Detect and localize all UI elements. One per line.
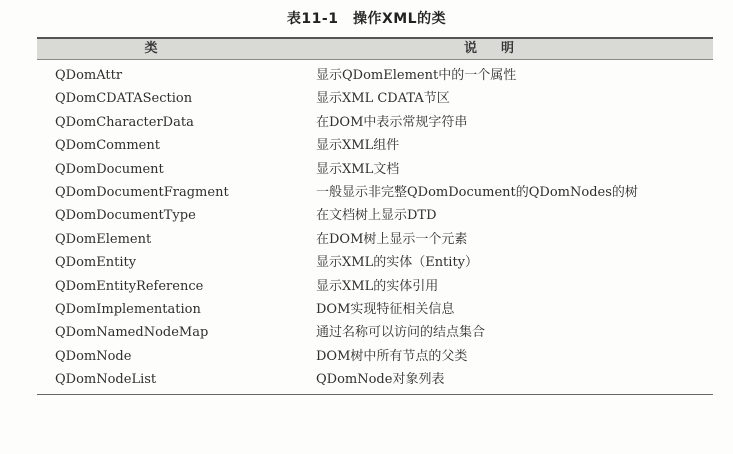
table-row bbox=[37, 251, 713, 274]
class-name-cell: QDomEntityReference bbox=[55, 278, 204, 294]
description-cell: 显示XML CDATA节区 bbox=[316, 91, 450, 107]
description-cell: 通过名称可以访问的结点集合 bbox=[316, 325, 486, 341]
description-cell: 显示XML组件 bbox=[316, 138, 400, 154]
table-row bbox=[37, 368, 713, 391]
table-row bbox=[37, 64, 713, 87]
table-row bbox=[37, 298, 713, 321]
table-row bbox=[37, 134, 713, 157]
class-name-cell: QDomAttr bbox=[55, 68, 123, 83]
description-cell: DOM实现特征相关信息 bbox=[316, 301, 455, 317]
table-row bbox=[37, 158, 713, 181]
table-body bbox=[37, 60, 713, 391]
table-row bbox=[37, 275, 713, 298]
table-caption: 表11-1 操作XML的类 bbox=[286, 11, 447, 27]
table-header bbox=[37, 39, 713, 60]
header-description: 说明 bbox=[463, 41, 538, 56]
description-cell: 一般显示非完整QDomDocument的QDomNodes的树 bbox=[316, 184, 638, 200]
class-name-cell: QDomImplementation bbox=[55, 301, 201, 317]
header-class: 类 bbox=[144, 41, 158, 56]
description-cell: 显示QDomElement中的一个属性 bbox=[316, 68, 517, 83]
table-row bbox=[37, 87, 713, 110]
class-name-cell: QDomNamedNodeMap bbox=[55, 325, 209, 341]
description-cell: 在DOM中表示常规字符串 bbox=[316, 114, 468, 130]
class-name-cell: QDomElement bbox=[55, 231, 152, 247]
description-cell: 在文档树上显示DTD bbox=[316, 208, 437, 224]
class-name-cell: QDomComment bbox=[55, 138, 160, 154]
description-cell: 在DOM树上显示一个元素 bbox=[316, 231, 468, 247]
table-row bbox=[37, 111, 713, 134]
class-name-cell: QDomNodeList bbox=[55, 372, 157, 388]
table-row bbox=[37, 204, 713, 227]
description-cell: 显示XML的实体引用 bbox=[316, 278, 439, 294]
xml-classes-table bbox=[37, 37, 713, 395]
class-name-cell: QDomDocument bbox=[55, 161, 164, 177]
class-name-cell: QDomEntity bbox=[55, 255, 137, 271]
description-cell: QDomNode对象列表 bbox=[316, 372, 445, 388]
description-cell: 显示XML文档 bbox=[316, 161, 400, 177]
table-row bbox=[37, 345, 713, 368]
table-bottom-rule bbox=[37, 394, 713, 395]
table-row bbox=[37, 321, 713, 344]
class-name-cell: QDomNode bbox=[55, 348, 132, 364]
table-row bbox=[37, 181, 713, 204]
description-cell: DOM树中所有节点的父类 bbox=[316, 348, 468, 364]
class-name-cell: QDomCharacterData bbox=[55, 114, 194, 130]
class-name-cell: QDomCDATASection bbox=[55, 91, 193, 107]
table-row bbox=[37, 228, 713, 251]
description-cell: 显示XML的实体（Entity） bbox=[316, 255, 479, 271]
class-name-cell: QDomDocumentFragment bbox=[55, 184, 229, 200]
class-name-cell: QDomDocumentType bbox=[55, 208, 196, 224]
